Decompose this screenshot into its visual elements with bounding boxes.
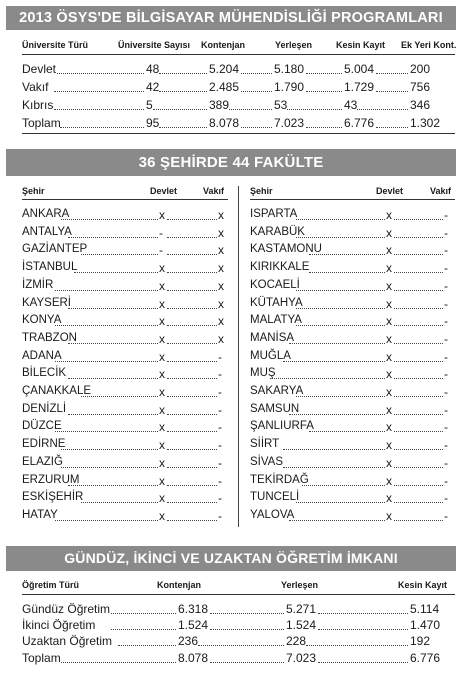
s2-leader [167, 210, 217, 220]
s2-leader [309, 245, 385, 255]
s2-leader [283, 352, 385, 362]
s2-devlet-mark: x [159, 367, 165, 381]
s2-column-divider [238, 186, 239, 527]
s2-devlet-mark: x [159, 491, 165, 505]
s1-cell: 6.776 [344, 116, 375, 130]
s2-leader [296, 316, 385, 326]
s2-leader [394, 299, 443, 309]
s1-cell: 389 [209, 98, 230, 112]
s2-city: MANİSA [250, 332, 295, 344]
s1-cell: 42 [146, 80, 160, 94]
s2-leader [309, 263, 385, 273]
s2-leader [167, 476, 217, 486]
s2-vakif-mark: - [444, 332, 448, 346]
s2-leader [296, 493, 385, 503]
s2-leader [394, 228, 443, 238]
s2-leader [167, 458, 217, 468]
s2-leader [55, 352, 158, 362]
s1-leader [54, 100, 144, 110]
s2-leader [55, 281, 158, 291]
s3-leader [318, 653, 408, 663]
s2-city: KÜTAHYA [250, 297, 303, 309]
s2-vakif-mark: - [218, 385, 222, 399]
s2-city: KASTAMONU [250, 243, 322, 255]
s2-leader [55, 422, 158, 432]
section2-title: 36 ŞEHİRDE 44 FAKÜLTE [6, 149, 456, 176]
s2-city: ŞANLIURFA [250, 420, 314, 432]
section3-title: GÜNDÜZ, İKİNCİ VE UZAKTAN ÖĞRETİM İMKANI [6, 546, 456, 571]
s2-leader [167, 299, 217, 309]
s2-leader [309, 422, 385, 432]
s2-leader [394, 281, 443, 291]
s2-header-devlet: Devlet [150, 186, 178, 196]
s2-leader [68, 334, 158, 344]
s2-devlet-mark: x [386, 403, 392, 417]
s3-row-label: Gündüz Öğretim [22, 602, 111, 616]
s2-vakif-mark: - [218, 438, 222, 452]
s2-devlet-mark: x [386, 350, 392, 364]
s2-vakif-mark: - [444, 456, 448, 470]
s2-vakif-mark: x [218, 261, 224, 275]
s2-vakif-mark: - [444, 367, 448, 381]
s2-leader [296, 210, 385, 220]
s1-header: Ek Yeri Kont. [401, 40, 457, 50]
s2-devlet-mark: - [159, 226, 163, 240]
s2-city: KONYA [22, 314, 62, 326]
s2-city: KOCAELİ [250, 279, 300, 291]
s2-leader [394, 405, 443, 415]
s2-leader [394, 458, 443, 468]
s1-cell: 5.180 [274, 62, 305, 76]
s2-leader [55, 511, 158, 521]
s2-city: HATAY [22, 509, 58, 521]
s2-header-rule-left [22, 199, 228, 200]
s2-city: GAZİANTEP [22, 243, 88, 255]
s3-cell: 1.524 [286, 618, 317, 632]
s1-header: Yerleşen [275, 40, 313, 50]
s2-leader [394, 263, 443, 273]
s3-leader [210, 653, 284, 663]
s1-cell: 48 [146, 62, 160, 76]
s2-leader [55, 316, 158, 326]
s2-vakif-mark: - [444, 385, 448, 399]
s2-vakif-mark: x [218, 226, 224, 240]
s1-cell: 53 [274, 98, 288, 112]
s1-leader [54, 82, 144, 92]
s1-header-rule [22, 54, 455, 55]
s2-vakif-mark: - [444, 403, 448, 417]
s2-city: ÇANAKKALE [22, 385, 92, 397]
s2-leader [81, 493, 158, 503]
s2-leader [68, 476, 158, 486]
s2-devlet-mark: x [386, 491, 392, 505]
s3-leader [210, 620, 284, 630]
s2-vakif-mark: x [218, 332, 224, 346]
s1-cell: 5 [146, 98, 153, 112]
s2-city: TRABZON [22, 332, 77, 344]
s2-devlet-mark: x [386, 279, 392, 293]
s3-header: Kontenjan [157, 580, 201, 590]
s3-cell: 7.023 [286, 651, 317, 665]
s2-vakif-mark: - [218, 474, 222, 488]
s2-leader [167, 245, 217, 255]
s2-header-city: Şehir [250, 186, 273, 196]
s2-vakif-mark: - [444, 438, 448, 452]
s1-leader [376, 64, 408, 74]
s3-cell: 236 [178, 634, 199, 648]
s2-leader [270, 369, 385, 379]
s2-devlet-mark: x [159, 208, 165, 222]
s2-devlet-mark: x [386, 456, 392, 470]
s2-city: MUŞ [250, 367, 276, 379]
s2-vakif-mark: - [218, 491, 222, 505]
s2-leader [289, 405, 385, 415]
s1-leader [159, 64, 207, 74]
s2-city: EDİRNE [22, 438, 66, 450]
s2-leader [81, 245, 158, 255]
s2-leader [167, 511, 217, 521]
s2-vakif-mark: - [218, 350, 222, 364]
s2-leader [283, 458, 385, 468]
s2-leader [167, 352, 217, 362]
s1-leader [287, 100, 342, 110]
s1-cell: 1.302 [410, 116, 441, 130]
s2-devlet-mark: x [159, 314, 165, 328]
s2-leader [302, 476, 385, 486]
s3-leader [210, 604, 284, 614]
s1-cell: 7.023 [274, 116, 305, 130]
s2-devlet-mark: x [159, 456, 165, 470]
s2-devlet-mark: x [159, 261, 165, 275]
s2-leader [394, 440, 443, 450]
s1-cell: 200 [410, 62, 431, 76]
s2-vakif-mark: - [218, 367, 222, 381]
s2-leader [68, 405, 158, 415]
s2-vakif-mark: - [444, 420, 448, 434]
s1-cell: 756 [410, 80, 431, 94]
s2-devlet-mark: x [386, 332, 392, 346]
s2-leader [167, 316, 217, 326]
s1-leader [241, 118, 272, 128]
s3-leader [198, 636, 284, 646]
s2-devlet-mark: x [386, 385, 392, 399]
s2-vakif-mark: x [218, 208, 224, 222]
s2-vakif-mark: - [444, 261, 448, 275]
s2-leader [283, 440, 385, 450]
s2-city: İSTANBUL [22, 261, 78, 273]
s3-header: Yerleşen [281, 580, 319, 590]
s2-devlet-mark: x [159, 474, 165, 488]
s2-header-vakif: Vakıf [203, 186, 225, 196]
s2-city: YALOVA [250, 509, 295, 521]
s3-leader [111, 604, 176, 614]
s1-cell: 43 [344, 98, 358, 112]
s2-leader [394, 352, 443, 362]
s2-leader [167, 281, 217, 291]
s2-city: ELAZIĞ [22, 456, 63, 468]
s3-row-label: İkinci Öğretim [22, 618, 96, 632]
s1-header: Kesin Kayıt [336, 40, 386, 50]
s2-city: MUĞLA [250, 350, 291, 362]
s1-leader [306, 118, 342, 128]
s2-leader [289, 511, 385, 521]
s1-cell: 5.004 [344, 62, 375, 76]
s2-leader [167, 493, 217, 503]
s3-leader [318, 604, 408, 614]
s2-vakif-mark: - [218, 420, 222, 434]
s2-devlet-mark: x [386, 474, 392, 488]
s3-leader [61, 653, 176, 663]
s3-leader [118, 636, 177, 646]
s2-vakif-mark: - [444, 208, 448, 222]
s2-city: SAMSUN [250, 403, 300, 415]
s2-city: SİİRT [250, 438, 280, 450]
s1-leader [60, 118, 144, 128]
s2-city: MALATYA [250, 314, 302, 326]
s3-cell: 1.470 [410, 618, 441, 632]
s2-leader [61, 440, 158, 450]
s2-devlet-mark: x [386, 261, 392, 275]
s2-vakif-mark: - [444, 279, 448, 293]
s2-city: ANKARA [22, 208, 70, 220]
s2-vakif-mark: - [444, 474, 448, 488]
s2-city: KAYSERİ [22, 297, 71, 309]
s2-header-city: Şehir [22, 186, 45, 196]
s2-devlet-mark: x [159, 509, 165, 523]
s2-leader [167, 405, 217, 415]
s2-leader [289, 334, 385, 344]
s3-leader [111, 620, 176, 630]
s2-vakif-mark: - [444, 226, 448, 240]
s3-row-label: Toplam [22, 651, 61, 665]
section1-title: 2013 ÖSYS'DE BİLGİSAYAR MÜHENDİSLİĞİ PROGRAMLARI [6, 6, 456, 30]
s2-devlet-mark: x [159, 403, 165, 417]
s2-leader [68, 299, 158, 309]
s2-leader [394, 511, 443, 521]
s1-leader [376, 82, 408, 92]
s2-leader [61, 210, 158, 220]
s2-leader [296, 281, 385, 291]
s2-city: KARABÜK [250, 226, 305, 238]
s3-cell: 5.271 [286, 602, 317, 616]
s2-city: SAKARYA [250, 385, 304, 397]
s2-devlet-mark: x [159, 350, 165, 364]
s3-cell: 5.114 [410, 602, 440, 616]
s3-header-rule [22, 594, 455, 595]
s1-leader [153, 100, 207, 110]
s2-vakif-mark: - [444, 243, 448, 257]
s2-city: ISPARTA [250, 208, 298, 220]
s2-vakif-mark: x [218, 314, 224, 328]
s2-city: KIRIKKALE [250, 261, 310, 273]
s1-bottom-rule [22, 133, 455, 134]
s2-vakif-mark: - [444, 314, 448, 328]
s2-vakif-mark: - [218, 509, 222, 523]
s2-leader [61, 458, 158, 468]
s2-vakif-mark: x [218, 279, 224, 293]
s3-row-label: Uzaktan Öğretim [22, 634, 113, 648]
s3-leader [318, 620, 408, 630]
s2-vakif-mark: - [444, 297, 448, 311]
s2-leader [296, 299, 385, 309]
s1-leader [159, 82, 207, 92]
s2-leader [167, 369, 217, 379]
s2-vakif-mark: - [218, 456, 222, 470]
s2-city: SİVAS [250, 456, 284, 468]
s3-cell: 192 [410, 634, 431, 648]
s1-leader [57, 64, 144, 74]
s2-leader [81, 387, 158, 397]
s2-city: DENİZLİ [22, 403, 67, 415]
s2-leader [394, 493, 443, 503]
s1-cell: 5.204 [209, 62, 240, 76]
s2-leader [394, 210, 443, 220]
s1-leader [229, 100, 272, 110]
s1-row-label: Kıbrıs [22, 98, 54, 112]
s1-cell: 346 [410, 98, 431, 112]
s1-cell: 8.078 [209, 116, 240, 130]
s2-vakif-mark: - [444, 491, 448, 505]
s2-devlet-mark: - [159, 243, 163, 257]
s1-row-label: Toplam [22, 116, 61, 130]
s1-cell: 2.485 [209, 80, 240, 94]
s2-header-vakif: Vakıf [430, 186, 452, 196]
s2-vakif-mark: - [444, 509, 448, 523]
s3-cell: 228 [286, 634, 307, 648]
s2-leader [74, 263, 158, 273]
s2-devlet-mark: x [386, 367, 392, 381]
s2-city: DÜZCE [22, 420, 62, 432]
s3-cell: 6.318 [178, 602, 209, 616]
s1-row-label: Devlet [22, 62, 57, 76]
s2-leader [167, 440, 217, 450]
s2-vakif-mark: - [218, 403, 222, 417]
s2-header-devlet: Devlet [376, 186, 404, 196]
s2-leader [394, 316, 443, 326]
s2-city: ERZURUM [22, 474, 80, 486]
s3-header: Öğretim Türü [22, 580, 80, 590]
s2-devlet-mark: x [386, 509, 392, 523]
s3-cell: 8.078 [178, 651, 209, 665]
s1-leader [376, 118, 408, 128]
s2-devlet-mark: x [159, 332, 165, 346]
s3-cell: 6.776 [410, 651, 441, 665]
s2-devlet-mark: x [386, 208, 392, 222]
s3-header: Kesin Kayıt [398, 580, 448, 590]
s1-leader [306, 82, 342, 92]
s2-vakif-mark: x [218, 297, 224, 311]
s2-city: İZMİR [22, 279, 54, 291]
s2-city: BİLECİK [22, 367, 67, 379]
s2-city: ANTALYA [22, 226, 72, 238]
s2-city: ADANA [22, 350, 62, 362]
s2-leader [394, 387, 443, 397]
s1-cell: 95 [146, 116, 160, 130]
s2-vakif-mark: x [218, 243, 224, 257]
s2-leader [394, 369, 443, 379]
s2-leader [394, 476, 443, 486]
s2-leader [167, 422, 217, 432]
s2-devlet-mark: x [386, 297, 392, 311]
s1-leader [241, 64, 272, 74]
s2-leader [394, 422, 443, 432]
s1-cell: 1.790 [274, 80, 305, 94]
s2-city: TUNCELİ [250, 491, 300, 503]
s2-leader [167, 228, 217, 238]
s2-vakif-mark: - [444, 350, 448, 364]
s1-header: Üniversite Türü [22, 40, 89, 50]
s3-leader [306, 636, 408, 646]
s2-devlet-mark: x [159, 420, 165, 434]
s2-devlet-mark: x [159, 385, 165, 399]
s1-row-label: Vakıf [22, 80, 49, 94]
s1-leader [306, 64, 342, 74]
s2-leader [394, 245, 443, 255]
s2-devlet-mark: x [159, 297, 165, 311]
s2-leader [167, 334, 217, 344]
s2-devlet-mark: x [386, 438, 392, 452]
s2-leader [296, 387, 385, 397]
s2-leader [167, 263, 217, 273]
s2-leader [167, 387, 217, 397]
s1-header: Üniversite Sayısı [118, 40, 191, 50]
s1-cell: 1.729 [344, 80, 375, 94]
s2-devlet-mark: x [386, 314, 392, 328]
s2-leader [296, 228, 385, 238]
s2-leader [68, 228, 158, 238]
s2-devlet-mark: x [159, 279, 165, 293]
s3-cell: 1.524 [178, 618, 209, 632]
s2-devlet-mark: x [386, 420, 392, 434]
s2-city: TEKİRDAĞ [250, 474, 309, 486]
s2-devlet-mark: x [159, 438, 165, 452]
s2-city: ESKİŞEHİR [22, 491, 84, 503]
s2-leader [394, 334, 443, 344]
s1-header: Kontenjan [201, 40, 245, 50]
s2-header-rule-right [250, 199, 455, 200]
s2-devlet-mark: x [386, 243, 392, 257]
s2-leader [68, 369, 158, 379]
s2-devlet-mark: x [386, 226, 392, 240]
s1-leader [357, 100, 408, 110]
s1-leader [241, 82, 272, 92]
s1-leader [159, 118, 207, 128]
